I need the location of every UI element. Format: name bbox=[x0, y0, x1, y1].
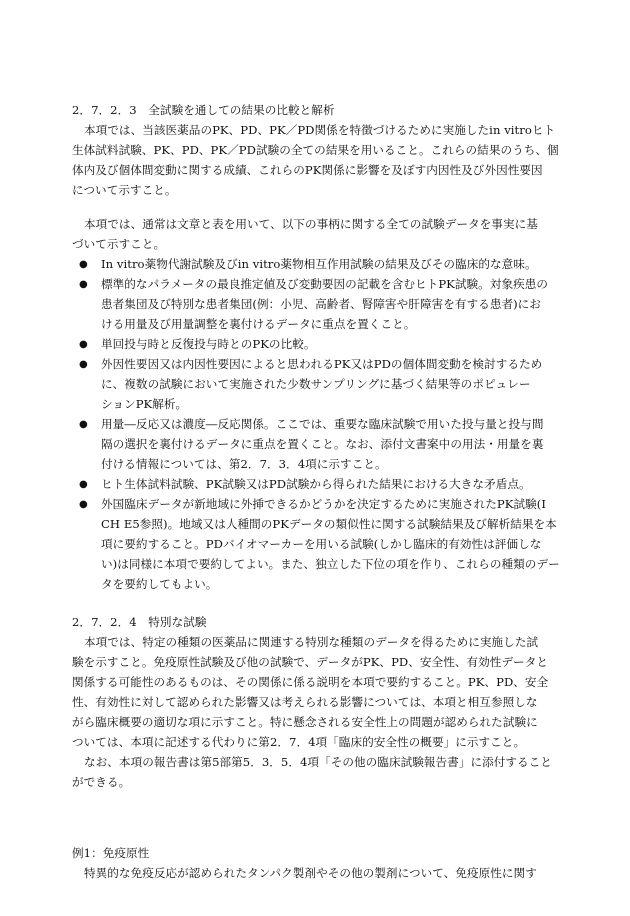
bullet-item-line: 標準的なパラメータの最良推定値及び変動要因の記載を含むヒトPK試験。対象疾患の bbox=[101, 277, 549, 291]
paragraph-line: について示すこと。 bbox=[72, 183, 177, 197]
bullet-icon: ● bbox=[79, 259, 88, 270]
bullet-item-line: 項に要約すること。PDバイオマーカーを用いる試験(しかし臨床的有効性は評価しな bbox=[101, 537, 542, 551]
section-heading-2-7-2-4: 2．7．2．4 特別な試験 bbox=[72, 615, 207, 629]
paragraph-line: 体内及び個体間変動に関する成績、これらのPK関係に影響を及ぼす内因性及び外因性要因 bbox=[72, 163, 543, 177]
bullet-item-line: 付ける情報については、第2．7．3．4項に示すこと。 bbox=[101, 457, 387, 471]
paragraph-line: 本項では、通常は文章と表を用いて、以下の事柄に関する全ての試験データを事実に基 bbox=[84, 217, 538, 231]
bullet-icon: ● bbox=[79, 499, 88, 510]
bullet-item-line: In vitro薬物代謝試験及びin vitro薬物相互作用試験の結果及びその臨床的な意味。 bbox=[101, 257, 537, 271]
bullet-item-line: ションPK解析。 bbox=[101, 397, 188, 411]
bullet-item-line: 外因性要因又は内因性要因によると思われるPK又はPDの個体間変動を検討するため bbox=[101, 357, 543, 371]
bullet-icon: ● bbox=[79, 279, 88, 290]
bullet-item-line: タを要約してもよい。 bbox=[101, 577, 218, 591]
paragraph-line: 生体試料試験、PK、PD、PK／PD試験の全ての結果を用いること。これらの結果のうち、個 bbox=[72, 143, 559, 157]
bullet-icon: ● bbox=[79, 339, 88, 350]
bullet-item-line: に、複数の試験において実施された少数サンプリングに基づく結果等のポピュレー bbox=[101, 377, 531, 391]
bullet-item-line: 患者集団及び特別な患者集団(例：小児、高齢者、腎障害や肝障害を有する患者)にお bbox=[101, 297, 541, 311]
bullet-item-line: 隔の選択を裏付けるデータに重点を置くこと。なお、添付文書案中の用法・用量を裏 bbox=[101, 437, 544, 451]
paragraph-line: なお、本項の報告書は第5部第5．3．5．4項「その他の臨床試験報告書」に添付すること bbox=[84, 755, 552, 769]
paragraph-line: ができる。 bbox=[72, 775, 131, 789]
paragraph-line: 特異的な免疫反応が認められたタンパク製剤やその他の製剤について、免疫原性に関す bbox=[84, 866, 537, 880]
paragraph-line: づいて示すこと。 bbox=[72, 237, 166, 251]
paragraph-line: 本項では、当該医薬品のPK、PD、PK／PD関係を特徴づけるために実施したin vitroヒト bbox=[84, 123, 556, 137]
paragraph-line: 本項では、特定の種類の医薬品に関連する特別な種類のデータを得るために実施した試 bbox=[84, 635, 539, 649]
bullet-item-line: 外国臨床データが新地域に外挿できるかどうかを決定するために実施されたPK試験(I bbox=[101, 497, 546, 511]
bullet-item-line: 用量―反応又は濃度―反応関係。ここでは、重要な臨床試験で用いた投与量と投与間 bbox=[101, 417, 544, 431]
bullet-item-line: ヒト生体試料試験、PK試験又はPD試験から得られた結果における大きな矛盾点。 bbox=[101, 477, 531, 491]
section-heading-2-7-2-3: 2．7．2．3 全試験を通しての結果の比較と解析 bbox=[72, 103, 335, 117]
paragraph-line: がら臨床概要の適切な項に示すこと。特に懸念される安全性上の問題が認められた試験に bbox=[72, 715, 538, 729]
bullet-item-line: ける用量及び用量調整を裏付けるデータに重点を置くこと。 bbox=[101, 317, 416, 331]
bullet-item-line: い)は同様に本項で要約してよい。また、独立した下位の項を作り、これらの種類のデー bbox=[101, 557, 560, 571]
example-heading: 例1：免疫原性 bbox=[72, 846, 150, 860]
bullet-item-line: 単回投与時と反復投与時とのPKの比較。 bbox=[101, 337, 316, 351]
bullet-icon: ● bbox=[79, 359, 88, 370]
paragraph-line: 性、有効性に対して認められた影響又は考えられる影響については、本項と相互参照しな bbox=[72, 695, 538, 709]
bullet-item-line: CH E5参照)。地域又は人種間のPKデータの類似性に関する試験結果及び解析結果を本 bbox=[101, 517, 557, 531]
bullet-icon: ● bbox=[79, 419, 88, 430]
paragraph-line: 験を示すこと。免疫原性試験及び他の試験で、データがPK、PD、安全性、有効性データと bbox=[72, 655, 548, 669]
bullet-icon: ● bbox=[79, 479, 88, 490]
paragraph-line: ついては、本項に記述する代わりに第2．7．4項「臨床的安全性の概要」に示すこと。 bbox=[72, 735, 526, 749]
paragraph-line: 関係する可能性のあるものは、その関係に係る説明を本項で要約すること。PK、PD、安全 bbox=[72, 675, 549, 689]
